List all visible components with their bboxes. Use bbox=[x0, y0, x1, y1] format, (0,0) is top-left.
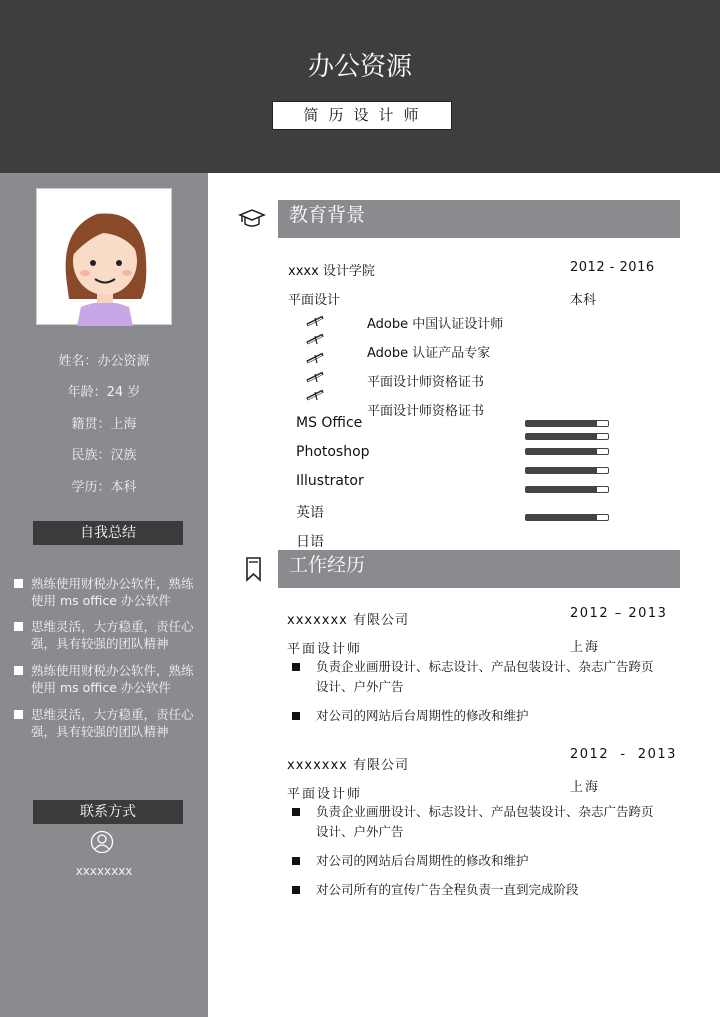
resume-subtitle: 简历设计师 bbox=[272, 101, 452, 130]
skill-level-bar bbox=[525, 514, 609, 521]
skill-level-bar bbox=[525, 448, 609, 455]
profile-ethnicity: 民族：汉族 bbox=[71, 448, 137, 463]
diploma-icon bbox=[305, 314, 327, 328]
job-city: 上海 bbox=[570, 780, 601, 795]
duty-item: 对公司所有的宣传广告全程负责一直到完成阶段 bbox=[292, 880, 662, 900]
contact-value: xxxxxxxx bbox=[75, 864, 133, 878]
skill-name: 英语 bbox=[296, 505, 324, 521]
avatar bbox=[36, 188, 172, 325]
profile-name: 姓名：办公资源 bbox=[58, 354, 150, 369]
job-city: 上海 bbox=[570, 640, 601, 655]
diploma-icon bbox=[305, 388, 327, 402]
header-banner bbox=[0, 0, 720, 173]
summary-item: 思维灵活，大方稳重，责任心强，具有较强的团队精神 bbox=[14, 618, 194, 652]
cert-item: Adobe 中国认证设计师 bbox=[367, 317, 504, 332]
summary-item: 熟练使用财税办公软件，熟练使用 ms office 办公软件 bbox=[14, 662, 194, 696]
summary-item: 思维灵活，大方稳重，责任心强，具有较强的团队精神 bbox=[14, 706, 194, 740]
diploma-icon bbox=[305, 332, 327, 346]
job-role: 平面设计师 bbox=[287, 787, 363, 802]
skill-level-bar bbox=[525, 420, 609, 427]
job-period: 2012 – 2013 bbox=[570, 606, 668, 621]
cert-item: 平面设计师资格证书 bbox=[367, 375, 485, 390]
summary-item: 熟练使用财税办公软件，熟练使用 ms office 办公软件 bbox=[14, 575, 194, 609]
skill-level-bar bbox=[525, 467, 609, 474]
school-name: xxxx 设计学院 bbox=[288, 264, 375, 279]
diploma-icon bbox=[305, 370, 327, 384]
bookmark-icon bbox=[245, 556, 263, 582]
education-period: 2012 - 2016 bbox=[570, 260, 655, 275]
work-heading: 工作经历 bbox=[278, 550, 680, 588]
profile-hometown: 籍贯：上海 bbox=[71, 417, 137, 432]
job-role: 平面设计师 bbox=[287, 642, 363, 657]
company-name: xxxxxxx 有限公司 bbox=[287, 613, 409, 628]
skills-panel bbox=[210, 410, 680, 550]
skill-name: Photoshop bbox=[296, 444, 370, 460]
skill-level-bar bbox=[525, 433, 609, 440]
cert-item: 平面设计师资格证书 bbox=[367, 404, 485, 419]
duty-item: 对公司的网站后台周期性的修改和维护 bbox=[292, 851, 662, 871]
summary-heading: 自我总结 bbox=[33, 521, 183, 545]
resume-title: 办公资源 bbox=[307, 52, 412, 82]
skill-level-bar bbox=[525, 486, 609, 493]
major: 平面设计 bbox=[288, 293, 341, 308]
job-period: 2012 - 2013 bbox=[570, 747, 677, 762]
contact-heading: 联系方式 bbox=[33, 800, 183, 824]
cert-item: Adobe 认证产品专家 bbox=[367, 346, 491, 361]
diploma-icon bbox=[305, 351, 327, 365]
skill-name: 日语 bbox=[296, 534, 324, 550]
duty-item: 对公司的网站后台周期性的修改和维护 bbox=[292, 706, 662, 726]
skill-name: MS Office bbox=[296, 415, 363, 431]
user-icon bbox=[90, 830, 114, 854]
profile-education: 学历：本科 bbox=[71, 480, 137, 495]
degree: 本科 bbox=[570, 293, 597, 308]
skill-name: Illustrator bbox=[296, 473, 364, 489]
education-heading: 教育背景 bbox=[278, 200, 680, 238]
company-name: xxxxxxx 有限公司 bbox=[287, 758, 409, 773]
duty-item: 负责企业画册设计、标志设计、产品包装设计、杂志广告跨页设计、户外广告 bbox=[292, 657, 662, 697]
profile-age: 年龄：24 岁 bbox=[67, 385, 141, 400]
duty-item: 负责企业画册设计、标志设计、产品包装设计、杂志广告跨页设计、户外广告 bbox=[292, 802, 662, 842]
graduation-cap-icon bbox=[238, 207, 266, 229]
